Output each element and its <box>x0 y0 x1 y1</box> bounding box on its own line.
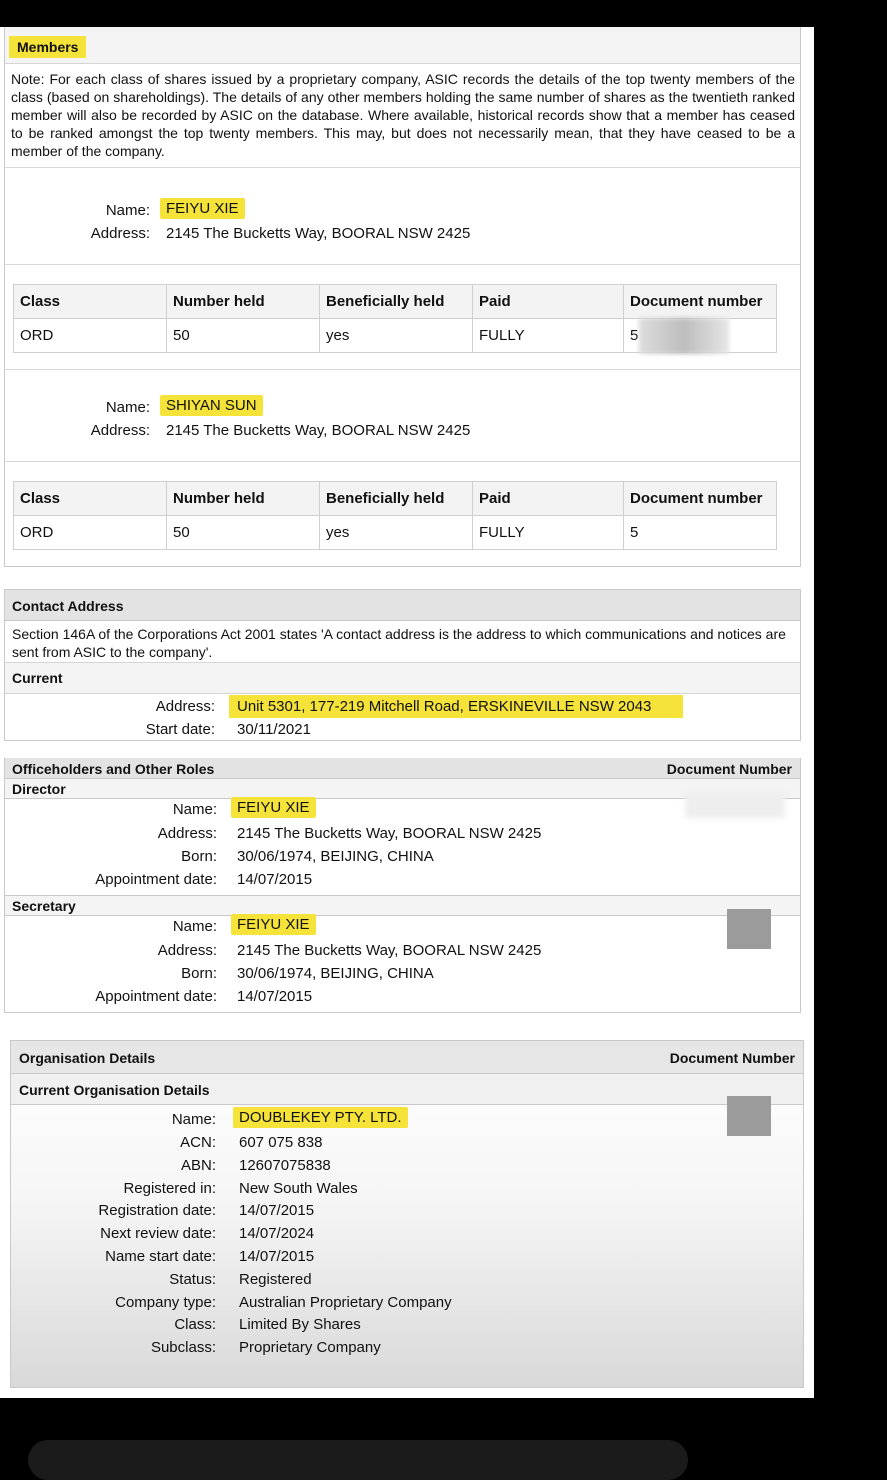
org-field-value: 607 075 838 <box>239 1134 323 1151</box>
secretary-role-label: Secretary <box>12 898 76 914</box>
cell-beneficially-held: yes <box>320 319 473 353</box>
org-field-label: Name: <box>171 1111 216 1128</box>
org-field-value: Registered <box>239 1271 312 1288</box>
secretary-bar <box>5 895 800 916</box>
officeholders-header <box>5 758 800 779</box>
contact-current-label: Current <box>12 670 63 686</box>
members-section <box>4 27 801 567</box>
org-field-row <box>11 1134 803 1156</box>
col-paid: Paid <box>473 285 624 319</box>
secretary-appointment-label: Appointment date: <box>95 988 217 1005</box>
members-header <box>5 27 800 64</box>
redaction-block <box>727 1096 771 1136</box>
cell-class: ORD <box>14 516 167 550</box>
member-1-name: FEIYU XIE <box>160 198 245 219</box>
member-2-address: 2145 The Bucketts Way, BOORAL NSW 2425 <box>166 422 471 439</box>
org-field-value: 14/07/2015 <box>239 1202 315 1219</box>
contact-note: Section 146A of the Corporations Act 2001 states 'A contact address is the address to which communications and notices are sent from ASIC to the company'. <box>12 626 786 660</box>
contact-header <box>5 590 800 621</box>
director-role-label: Director <box>12 781 66 797</box>
organisation-fields <box>11 1104 803 1384</box>
document-page <box>0 27 814 1398</box>
org-field-label: Registration date: <box>98 1202 216 1219</box>
org-field-row <box>11 1316 803 1338</box>
officeholders-section <box>4 758 801 1013</box>
member-2-address-row <box>5 422 605 442</box>
redaction-blur <box>685 792 785 818</box>
org-field-label: Subclass: <box>150 1339 216 1356</box>
table-header-row <box>14 482 777 516</box>
organisation-doc-number-label: Document Number <box>669 1050 795 1066</box>
contact-start-row <box>5 721 795 741</box>
org-field-row <box>11 1271 803 1293</box>
col-document-number: Document number <box>624 482 777 516</box>
org-field-label: ABN: <box>180 1157 216 1174</box>
cell-paid: FULLY <box>473 319 624 353</box>
org-field-row <box>11 1225 803 1247</box>
organisation-heading: Organisation Details <box>19 1050 156 1066</box>
org-field-value: Proprietary Company <box>239 1339 381 1356</box>
director-address-label: Address: <box>157 825 217 842</box>
cell-number-held: 50 <box>167 516 320 550</box>
table-row <box>14 516 777 550</box>
org-field-row <box>11 1111 803 1133</box>
org-field-label: ACN: <box>180 1134 216 1151</box>
secretary-born: 30/06/1974, BEIJING, CHINA <box>237 965 434 982</box>
org-field-row <box>11 1180 803 1202</box>
cell-class: ORD <box>14 319 167 353</box>
org-field-row <box>11 1157 803 1179</box>
org-field-value: 12607075838 <box>239 1157 331 1174</box>
director-born: 30/06/1974, BEIJING, CHINA <box>237 848 434 865</box>
org-field-row <box>11 1339 803 1361</box>
org-field-value: Limited By Shares <box>239 1316 361 1333</box>
col-number-held: Number held <box>167 285 320 319</box>
secretary-name-label: Name: <box>172 918 217 935</box>
table-header-row <box>14 285 777 319</box>
member-1-address-row <box>5 225 605 245</box>
col-class: Class <box>14 285 167 319</box>
secretary-born-label: Born: <box>181 965 217 982</box>
contact-start-label: Start date: <box>145 721 215 738</box>
contact-address-label: Address: <box>155 698 215 715</box>
org-field-label: Next review date: <box>100 1225 216 1242</box>
director-bar <box>5 779 800 799</box>
member-address-label: Address: <box>90 422 150 439</box>
member-1-address: 2145 The Bucketts Way, BOORAL NSW 2425 <box>166 225 471 242</box>
cell-document-number: 5 <box>624 319 777 353</box>
secretary-address-label: Address: <box>157 942 217 959</box>
contact-current-bar <box>5 662 800 694</box>
secretary-address: 2145 The Bucketts Way, BOORAL NSW 2425 <box>237 942 542 959</box>
col-number-held: Number held <box>167 482 320 516</box>
contact-heading: Contact Address <box>12 598 124 614</box>
director-name-label: Name: <box>172 801 217 818</box>
org-field-label: Class: <box>174 1316 216 1333</box>
contact-start-date: 30/11/2021 <box>237 721 311 738</box>
org-field-label: Company type: <box>115 1294 216 1311</box>
cell-document-number: 5 <box>624 516 777 550</box>
org-field-value: Australian Proprietary Company <box>239 1294 452 1311</box>
org-field-value: New South Wales <box>239 1180 358 1197</box>
member-2-name: SHIYAN SUN <box>160 395 263 416</box>
bottom-bar <box>28 1440 688 1480</box>
secretary-appointment-date: 14/07/2015 <box>237 988 313 1005</box>
org-field-value: 14/07/2024 <box>239 1225 315 1242</box>
redaction-block <box>727 909 771 949</box>
org-field-row <box>11 1248 803 1270</box>
cell-number-held: 50 <box>167 319 320 353</box>
org-field-value: 14/07/2015 <box>239 1248 315 1265</box>
secretary-details <box>5 915 800 1011</box>
members-note: Note: For each class of shares issued by a proprietary company, ASIC records the details of the top twenty members of the class (based on shareholdings). The details of any other members holding the same number of shares as the twentieth ranked member will also be recorded by ASIC on the database. Where available, historical records show that a member has ceased to be ranked amongst the top twenty members. This may, but does not necessarily mean, that they have ceased to be a member of the company. <box>11 71 795 159</box>
org-field-row <box>11 1202 803 1224</box>
director-appointment-label: Appointment date: <box>95 871 217 888</box>
organisation-details-section <box>10 1040 804 1388</box>
secretary-name: FEIYU XIE <box>231 914 316 935</box>
cell-beneficially-held: yes <box>320 516 473 550</box>
member-name-label: Name: <box>105 202 150 219</box>
member-name-label: Name: <box>105 399 150 416</box>
officeholders-heading: Officeholders and Other Roles <box>12 761 215 777</box>
contact-address-row <box>5 698 795 718</box>
redaction-blur <box>639 318 729 354</box>
col-document-number: Document number <box>624 285 777 319</box>
org-field-label: Status: <box>169 1271 216 1288</box>
col-beneficially-held: Beneficially held <box>320 482 473 516</box>
director-appointment-date: 14/07/2015 <box>237 871 313 888</box>
org-name-value: DOUBLEKEY PTY. LTD. <box>233 1107 408 1128</box>
organisation-header <box>11 1041 803 1074</box>
col-beneficially-held: Beneficially held <box>320 285 473 319</box>
org-field-label: Registered in: <box>123 1180 216 1197</box>
director-born-label: Born: <box>181 848 217 865</box>
col-paid: Paid <box>473 482 624 516</box>
contact-address-section <box>4 589 801 741</box>
org-field-label: Name start date: <box>105 1248 216 1265</box>
org-field-row <box>11 1294 803 1316</box>
member-address-label: Address: <box>90 225 150 242</box>
members-heading: Members <box>9 36 86 58</box>
member-2-shares-table <box>13 481 777 550</box>
cell-paid: FULLY <box>473 516 624 550</box>
member-1-name-row <box>5 202 605 222</box>
organisation-current-bar <box>11 1074 803 1105</box>
member-2-name-row <box>5 399 605 419</box>
officeholders-doc-number-label: Document Number <box>666 761 792 777</box>
director-address: 2145 The Bucketts Way, BOORAL NSW 2425 <box>237 825 542 842</box>
organisation-current-label: Current Organisation Details <box>19 1082 210 1098</box>
col-class: Class <box>14 482 167 516</box>
director-name: FEIYU XIE <box>231 797 316 818</box>
contact-address-value: Unit 5301, 177-219 Mitchell Road, ERSKINEVILLE NSW 2043 <box>229 695 683 718</box>
